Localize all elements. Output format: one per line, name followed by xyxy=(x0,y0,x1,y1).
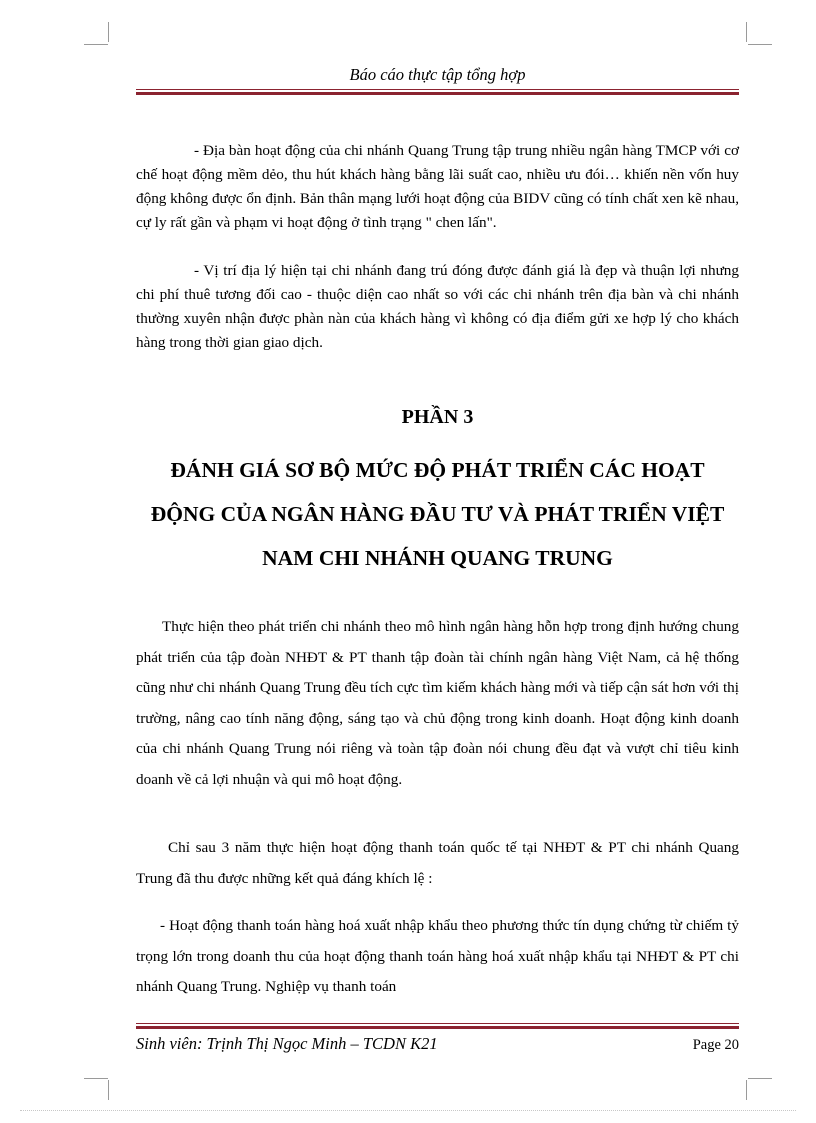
header-rule xyxy=(136,89,739,95)
paragraph-development: Thực hiện theo phát triển chi nhánh theo mô hình ngân hàng hỗn hợp trong định hướng chung phát triển của tập đoàn NHĐT & PT thanh tập đoàn tài chính ngân hàng Việt Nam, cả hệ thống cũng như chi nhánh Quang Trung đều tích cực tìm kiếm khách hàng mới và tiếp cận sát hơn với thị trường, nâng cao tính năng động, sáng tạo và chủ động trong kinh doanh. Hoạt động kinh doanh của chi nhánh Quang Trung nói riêng và toàn tập đoàn nói chung đều đạt và vượt chỉ tiêu kinh doanh về cả lợi nhuận và qui mô hoạt động. xyxy=(136,618,739,788)
crop-mark xyxy=(108,22,109,42)
crop-mark xyxy=(748,1078,772,1079)
section-title: ĐÁNH GIÁ SƠ BỘ MỨC ĐỘ PHÁT TRIỂN CÁC HOẠT ĐỘNG CỦA NGÂN HÀNG ĐẦU TƯ VÀ PHÁT TRIỂN VIỆT NAM CHI NHÁNH QUANG TRUNG xyxy=(150,458,725,570)
crop-mark xyxy=(746,22,747,42)
crop-mark xyxy=(108,1080,109,1100)
header-title: Báo cáo thực tập tổng hợp xyxy=(349,65,526,84)
paragraph-results: Chỉ sau 3 năm thực hiện hoạt động thanh toán quốc tế tại NHĐT & PT chi nhánh Quang Trung đã thu được những kết quả đáng khích lệ : xyxy=(136,839,739,887)
crop-mark xyxy=(748,44,772,45)
paragraph-office-site: - Vị trí địa lý hiện tại chi nhánh đang trú đóng được đánh giá là đẹp và thuận lợi nhưng chi phí thuê tương đối cao - thuộc diện cao nhất so với các chi nhánh trên địa bàn và chi nhánh thường xuyên nhận được phàn nàn của khách hàng vì không có địa điểm gửi xe hợp lý cho khách hàng trong thời gian giao dịch. xyxy=(136,262,739,351)
footer-rule xyxy=(136,1023,739,1029)
crop-mark xyxy=(84,44,108,45)
crop-mark xyxy=(84,1078,108,1079)
paragraph-trade-payment: - Hoạt động thanh toán hàng hoá xuất nhập khẩu theo phương thức tín dụng chứng từ chiếm tỷ trọng lớn trong doanh thu của hoạt động thanh toán hàng hoá xuất nhập khẩu tại NHĐT & PT chi nhánh Quang Trung. Nghiệp vụ thanh toán xyxy=(136,917,739,995)
section-label: PHẦN 3 xyxy=(401,406,474,428)
paragraph-location: - Địa bàn hoạt động của chi nhánh Quang Trung tập trung nhiều ngân hàng TMCP với cơ chế hoạt động mềm dẻo, thu hút khách hàng bằng lãi suất cao, nhiều ưu đói… khiến nền vốn huy động không được ổn định. Bản thân mạng lưới hoạt động của BIDV cũng có tính chất xen kẽ nhau, cự ly rất gần và phạm vi hoạt động ở tình trạng " chen lấn". xyxy=(136,142,739,231)
footer-divider xyxy=(20,1110,796,1111)
page-number: Page 20 xyxy=(692,1037,739,1053)
crop-mark xyxy=(746,1080,747,1100)
footer-student: Sinh viên: Trịnh Thị Ngọc Minh – TCDN K21 xyxy=(136,1034,438,1053)
